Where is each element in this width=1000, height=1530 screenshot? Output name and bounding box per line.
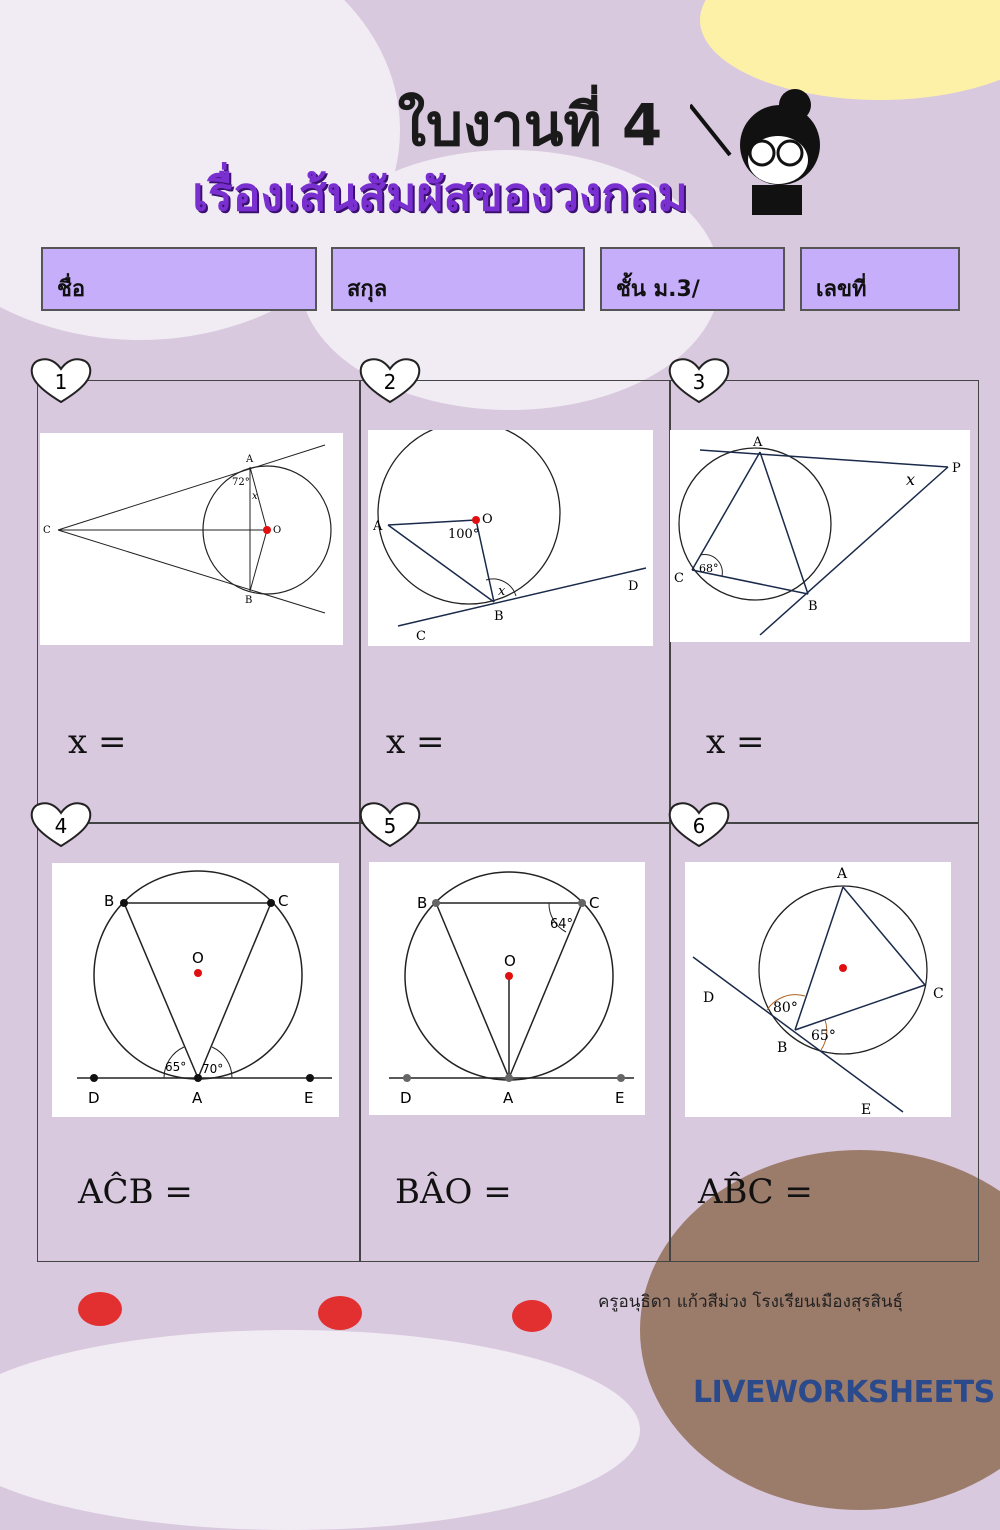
angle-label: 68° (699, 562, 719, 575)
problem-number-badge (28, 800, 94, 850)
angle-label: 64° (550, 917, 574, 932)
problem-number-badge (357, 356, 423, 406)
answer-field-5[interactable]: BÂO = (395, 1172, 512, 1212)
flower-decoration (318, 1296, 362, 1330)
point-label: A (503, 1089, 514, 1107)
class-field[interactable]: ชั้น ม.3/ (600, 247, 785, 311)
angle-label: 100° (448, 527, 480, 542)
variable-label: x (906, 470, 916, 489)
problem-number: 4 (54, 814, 68, 838)
point-label: E (861, 1102, 872, 1117)
point-label: C (589, 894, 600, 912)
point-label: C (933, 986, 944, 1002)
problem-number-badge (28, 356, 94, 406)
problem-number: 1 (54, 370, 68, 394)
worksheet-title: ใบงานที่ 4 (397, 91, 663, 159)
angle-label: 70° (202, 1062, 224, 1076)
problem-number-badge (357, 800, 423, 850)
point-label: O (192, 949, 204, 967)
geometry-figure-3 (670, 430, 970, 642)
point-label: O (273, 525, 282, 536)
answer-field-4[interactable]: AĈB = (78, 1172, 193, 1212)
point-label: A (246, 454, 254, 465)
flower-decoration (78, 1292, 122, 1326)
teacher-credit: ครูอนุธิดา แก้วสีม่วง โรงเรียนเมืองสุรสินธุ์ (598, 1292, 903, 1312)
geometry-figure-1 (40, 433, 343, 645)
point-label: C (416, 629, 426, 644)
point-label: A (192, 1089, 203, 1107)
answer-field-1[interactable]: x = (68, 722, 127, 762)
variable-label: x (252, 491, 258, 502)
point-label: D (703, 990, 715, 1006)
point-label: B (417, 894, 428, 912)
geometry-figure-4 (52, 863, 339, 1117)
flower-decoration (512, 1300, 552, 1332)
point-label: B (104, 892, 115, 910)
problem-number: 6 (692, 814, 706, 838)
name-field[interactable]: ชื่อ (41, 247, 317, 311)
background-cloud (0, 1330, 640, 1530)
answer-field-3[interactable]: x = (706, 722, 765, 762)
point-label: B (777, 1040, 788, 1056)
angle-label: 80° (773, 1000, 798, 1016)
point-label: B (494, 609, 504, 624)
worksheet-subtitle: เรื่องเส้นสัมผัสของวงกลม (192, 167, 688, 221)
point-label: D (400, 1089, 412, 1107)
angle-label: 65° (165, 1060, 187, 1074)
point-label: A (753, 435, 763, 450)
point-label: C (43, 525, 51, 536)
point-label: E (304, 1089, 314, 1107)
point-label: A (373, 519, 383, 534)
liveworksheets-logo[interactable]: LIVEWORKSHEETS (693, 1375, 995, 1410)
geometry-figure-2 (368, 430, 653, 646)
angle-label: 65° (811, 1028, 836, 1044)
answer-field-6[interactable]: AB̂C = (698, 1172, 813, 1212)
problem-number-badge (666, 356, 732, 406)
problem-number-badge (666, 800, 732, 850)
problem-number: 3 (692, 370, 706, 394)
answer-field-2[interactable]: x = (386, 722, 445, 762)
grid-divider (38, 822, 978, 824)
point-label: B (245, 595, 253, 606)
surname-field[interactable]: สกุล (331, 247, 585, 311)
point-label: P (952, 461, 961, 476)
point-label: D (88, 1089, 100, 1107)
variable-label: x (498, 584, 506, 599)
point-label: B (808, 599, 818, 614)
number-field[interactable]: เลขที่ (800, 247, 960, 311)
problem-number: 5 (383, 814, 397, 838)
point-label: O (504, 952, 516, 970)
angle-label: 72° (232, 477, 250, 488)
point-label: O (482, 512, 493, 527)
point-label: C (674, 571, 684, 586)
point-label: E (615, 1089, 625, 1107)
problem-number: 2 (383, 370, 397, 394)
geometry-figure-5 (369, 862, 645, 1115)
point-label: C (278, 892, 289, 910)
point-label: D (628, 579, 639, 594)
point-label: A (837, 866, 848, 882)
geometry-figure-6 (685, 862, 951, 1117)
